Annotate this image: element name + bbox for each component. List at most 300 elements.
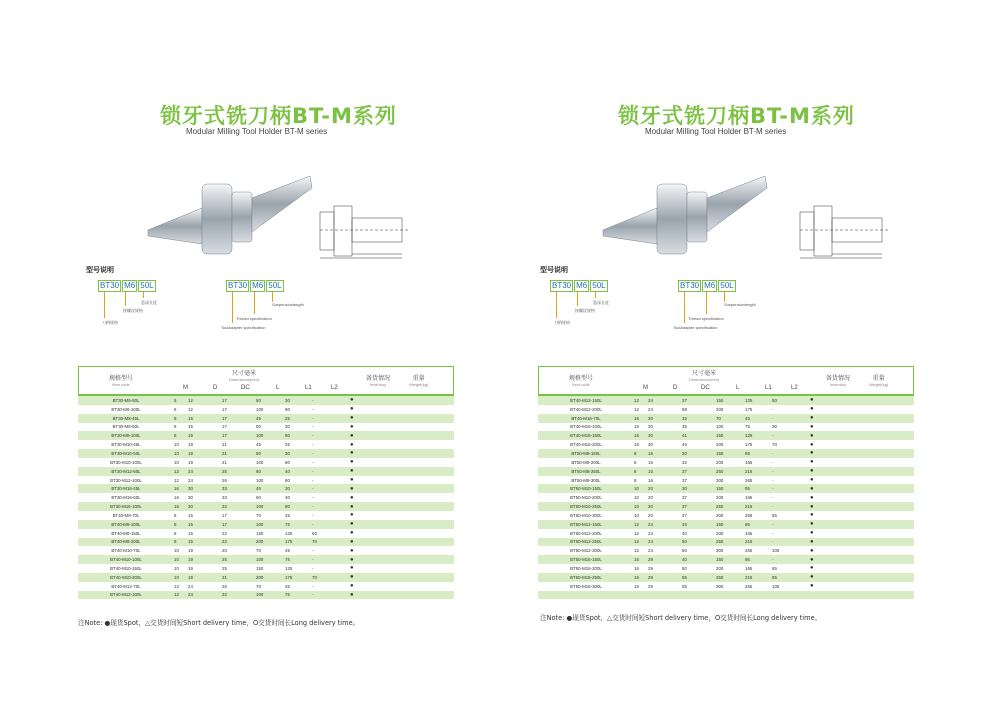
m-cell: 8	[174, 521, 177, 527]
l1-cell: 80	[285, 504, 290, 510]
table-row	[78, 467, 454, 476]
inventory-cell: ●	[350, 521, 354, 528]
table-row	[538, 467, 914, 476]
table-row	[78, 431, 454, 440]
item-code-cell: BT50-M10-250L	[570, 504, 602, 510]
l-cell: 150	[716, 397, 724, 403]
l-cell: 150	[716, 557, 724, 563]
item-code-cell: BT30-M10-50L	[111, 450, 141, 456]
item-code-cell: BT50-M16-150L	[570, 557, 602, 563]
item-code-cell: BT40-M16-70L	[571, 415, 601, 421]
l-cell: 200	[716, 530, 724, 536]
table-row	[78, 423, 454, 432]
inventory-cell: ●	[350, 530, 354, 537]
l1-cell: 75	[285, 592, 290, 598]
item-code-cell: BT40-M12-70L	[111, 583, 141, 589]
l2-cell: -	[312, 565, 314, 571]
table-row	[78, 564, 454, 573]
inventory-cell: ●	[350, 450, 354, 457]
l1-cell: 265	[745, 583, 753, 589]
table-row	[78, 502, 454, 511]
inventory-cell: ●	[810, 530, 814, 537]
page-title: 锁牙式铣刀柄BT-M系列	[618, 104, 855, 128]
table-row	[538, 538, 914, 547]
table-row	[538, 511, 914, 520]
d-cell: 15	[188, 415, 193, 421]
inventory-cell: ●	[350, 574, 354, 581]
header-l1: L1	[765, 385, 772, 391]
table-row	[78, 599, 454, 608]
table-row	[538, 423, 914, 432]
dc-cell: 55	[682, 583, 687, 589]
d-cell: 24	[648, 521, 653, 527]
m-cell: 8	[174, 539, 177, 545]
l-cell: 60	[256, 495, 261, 501]
l2-cell: -	[312, 521, 314, 527]
legend-label-cn: 刀柄规格	[102, 320, 118, 325]
item-code-cell: BT40-M8-150L	[111, 530, 141, 536]
l2-cell: 105	[772, 583, 780, 589]
l1-cell: 30	[285, 397, 290, 403]
item-code-cell: BT40-M8-200L	[111, 539, 141, 545]
d-cell: 20	[648, 495, 653, 501]
code-part: M6	[124, 281, 136, 290]
d-cell: 30	[648, 415, 653, 421]
item-code-cell: BT40-M10-70L	[111, 548, 141, 554]
inventory-cell: ●	[810, 441, 814, 448]
page-subtitle: Modular Milling Tool Holder BT-M series	[186, 127, 328, 136]
l-cell: 45	[256, 415, 261, 421]
l1-cell: 125	[745, 433, 753, 439]
l2-cell: -	[772, 459, 774, 465]
inventory-cell: ●	[350, 468, 354, 475]
l2-cell: -	[312, 548, 314, 554]
table-row	[538, 476, 914, 485]
l2-cell: -	[772, 539, 774, 545]
inventory-cell: ●	[810, 468, 814, 475]
header-l2: L2	[331, 385, 338, 391]
dc-cell: 25	[222, 557, 227, 563]
item-code-cell: BT30-M12-100L	[110, 477, 142, 483]
l1-cell: 175	[285, 574, 293, 580]
item-code-cell: BT30-M6-100L	[111, 406, 141, 412]
inventory-cell: ●	[810, 538, 814, 545]
legend-label-en: Suspensionlength	[724, 302, 756, 307]
d-cell: 24	[648, 539, 653, 545]
dc-cell: 25	[222, 565, 227, 571]
l-cell: 45	[256, 442, 261, 448]
l1-cell: 165	[745, 530, 753, 536]
dc-cell: 37	[682, 477, 687, 483]
inventory-cell: ●	[350, 583, 354, 590]
dc-cell: 21	[222, 459, 227, 465]
dc-cell: 26	[222, 583, 227, 589]
dc-cell: 37	[682, 495, 687, 501]
l-cell: 250	[716, 468, 724, 474]
item-code-cell: BT30-M8-50L	[112, 424, 140, 430]
table-row	[538, 396, 914, 405]
header-l2: L2	[791, 385, 798, 391]
table-row	[78, 414, 454, 423]
dc-cell: 30	[682, 486, 687, 492]
spec-table	[78, 366, 454, 608]
m-cell: 16	[634, 574, 639, 580]
l1-cell: 80	[285, 433, 290, 439]
dc-cell: 17	[222, 433, 227, 439]
l2-cell: -	[772, 450, 774, 456]
m-cell: 12	[634, 539, 639, 545]
m-cell: 10	[174, 548, 179, 554]
header-weight: 重量 Weight(kg)	[869, 376, 889, 387]
l2-cell: -	[312, 459, 314, 465]
table-row	[538, 582, 914, 591]
table-row	[538, 484, 914, 493]
table-row	[78, 573, 454, 582]
spec-table	[538, 366, 914, 599]
d-cell: 12	[188, 406, 193, 412]
code-part: 50L	[140, 281, 154, 290]
dc-cell: 17	[222, 415, 227, 421]
d-cell: 15	[188, 433, 193, 439]
m-cell: 10	[634, 495, 639, 501]
l1-cell: 265	[745, 512, 753, 518]
l2-cell: -	[312, 583, 314, 589]
legend-title: 型号说明	[540, 266, 568, 274]
table-row	[78, 582, 454, 591]
l-cell: 150	[716, 521, 724, 527]
tool-holder-illustration	[595, 168, 895, 268]
d-cell: 24	[188, 592, 193, 598]
l2-cell: -	[312, 406, 314, 412]
inventory-cell: ●	[810, 494, 814, 501]
l1-cell: 80	[285, 459, 290, 465]
l2-cell: -	[772, 486, 774, 492]
legend-label-cn: 悬深长度	[593, 300, 609, 305]
legend-label-en: Suspensionlength	[272, 302, 304, 307]
item-code-cell: BT30-M16-45L	[111, 486, 141, 492]
d-cell: 19	[188, 557, 193, 563]
table-row	[78, 449, 454, 458]
l-cell: 100	[256, 504, 264, 510]
dc-cell: 33	[222, 486, 227, 492]
footnote: 注Note: ●现货Spot，△交货时间短Short delivery time，O交货时间长Long delivery time。	[78, 619, 360, 627]
item-code-cell: BT40-M16-200L	[570, 442, 602, 448]
dc-cell: 26	[222, 477, 227, 483]
l-cell: 50	[256, 424, 261, 430]
item-code-cell: BT50-M10-300L	[570, 512, 602, 518]
l-cell: 70	[256, 548, 261, 554]
dc-cell: 32	[682, 415, 687, 421]
m-cell: 12	[174, 468, 179, 474]
legend-label-cn: 接螺纹规格	[575, 308, 595, 313]
header-dc: DC	[241, 385, 250, 391]
dc-cell: 37	[682, 512, 687, 518]
l1-cell: 125	[285, 565, 293, 571]
dc-cell: 55	[682, 574, 687, 580]
l2-cell: -	[772, 521, 774, 527]
dc-cell: 25	[222, 468, 227, 474]
l1-cell: 95	[745, 450, 750, 456]
l2-cell: -	[312, 450, 314, 456]
l-cell: 200	[256, 539, 264, 545]
m-cell: 12	[634, 397, 639, 403]
inventory-cell: ●	[350, 503, 354, 510]
table-row	[78, 396, 454, 405]
l1-cell: 75	[285, 557, 290, 563]
l-cell: 100	[256, 406, 264, 412]
item-code-cell: BT50-M8-250L	[571, 468, 601, 474]
m-cell: 12	[174, 477, 179, 483]
item-code-cell: BT40-M12-200L	[570, 406, 602, 412]
table-row	[538, 440, 914, 449]
dc-cell: 37	[682, 504, 687, 510]
table-row	[538, 502, 914, 511]
table-row	[538, 546, 914, 555]
m-cell: 8	[634, 468, 637, 474]
l2-cell: 85	[772, 574, 777, 580]
table-header	[538, 366, 914, 396]
table-row	[538, 458, 914, 467]
l1-cell: 95	[745, 557, 750, 563]
m-cell: 8	[174, 530, 177, 536]
dc-cell: 36	[682, 424, 687, 430]
l-cell: 150	[256, 565, 264, 571]
table-row	[538, 564, 914, 573]
item-code-cell: BT30-M5-50L	[112, 397, 140, 403]
inventory-cell: ●	[350, 494, 354, 501]
legend-connector	[684, 292, 685, 323]
footnote: 注Note: ●现货Spot，△交货时间短Short delivery time，O交货时间长Long delivery time。	[540, 614, 822, 622]
inventory-cell: ●	[350, 565, 354, 572]
legend-label-en: ToolAdapter specification	[673, 325, 718, 330]
d-cell: 20	[648, 504, 653, 510]
l2-cell: -	[312, 397, 314, 403]
header-weight: 重量 Weight(kg)	[409, 376, 429, 387]
code-part: BT30	[100, 281, 120, 290]
l1-cell: 175	[285, 539, 293, 545]
dc-cell: 33	[222, 495, 227, 501]
l-cell: 50	[256, 450, 261, 456]
item-code-cell: BT50-M12-300L	[570, 548, 602, 554]
l-cell: 70	[256, 583, 261, 589]
l2-cell: -	[312, 433, 314, 439]
d-cell: 16	[648, 450, 653, 456]
inventory-cell: ●	[350, 477, 354, 484]
code-example	[550, 280, 609, 292]
header-dims: 尺寸毫米 Dimensions(mm)	[229, 371, 260, 382]
l1-cell: 45	[745, 415, 750, 421]
inventory-cell: ●	[350, 547, 354, 554]
header-code: 规格型号 Item code	[569, 376, 594, 387]
item-code-cell: BT50-M12-250L	[570, 539, 602, 545]
l1-cell: 40	[285, 468, 290, 474]
item-code-cell: BT30-M10-100L	[110, 459, 142, 465]
m-cell: 16	[634, 415, 639, 421]
l1-cell: 95	[745, 486, 750, 492]
dc-cell: 30	[682, 450, 687, 456]
l2-cell: -	[772, 495, 774, 501]
item-code-cell: BT50-M16-300L	[570, 583, 602, 589]
m-cell: 12	[634, 521, 639, 527]
l1-cell: 165	[745, 495, 753, 501]
header-l: L	[736, 385, 740, 391]
table-header	[78, 366, 454, 396]
m-cell: 16	[634, 424, 639, 430]
dc-cell: 40	[682, 530, 687, 536]
inventory-cell: ●	[810, 459, 814, 466]
table-row	[538, 529, 914, 538]
header-dims: 尺寸毫米 Dimensions(mm)	[689, 371, 720, 382]
dc-cell: 50	[682, 548, 687, 554]
code-example-en	[678, 280, 737, 292]
inventory-cell: ●	[810, 556, 814, 563]
inventory-cell: ●	[350, 591, 354, 598]
d-cell: 20	[648, 486, 653, 492]
dc-cell: 37	[682, 468, 687, 474]
l2-cell: -	[772, 557, 774, 563]
inventory-cell: ●	[810, 512, 814, 519]
table-row	[78, 484, 454, 493]
d-cell: 19	[188, 565, 193, 571]
code-part: 50L	[268, 281, 282, 290]
l-cell: 200	[716, 495, 724, 501]
l-cell: 100	[256, 477, 264, 483]
page-title: 锁牙式铣刀柄BT-M系列	[160, 104, 397, 128]
legend-connector	[254, 292, 255, 314]
l-cell: 300	[716, 477, 724, 483]
d-cell: 29	[648, 574, 653, 580]
l-cell: 70	[256, 512, 261, 518]
code-part: BT30	[228, 281, 248, 290]
legend-connector	[104, 292, 105, 318]
inventory-cell: ●	[810, 477, 814, 484]
l2-cell: -	[312, 512, 314, 518]
d-cell: 15	[188, 539, 193, 545]
catalog-page-right	[500, 0, 1000, 707]
d-cell: 16	[648, 459, 653, 465]
m-cell: 8	[634, 450, 637, 456]
table-row	[78, 440, 454, 449]
d-cell: 30	[188, 504, 193, 510]
d-cell: 30	[188, 486, 193, 492]
table-row	[78, 546, 454, 555]
d-cell: 24	[188, 583, 193, 589]
dc-cell: 17	[222, 424, 227, 430]
l2-cell: -	[772, 406, 774, 412]
m-cell: 8	[174, 512, 177, 518]
tool-holder-illustration	[140, 168, 440, 268]
dc-cell: 17	[222, 512, 227, 518]
header-dc: DC	[701, 385, 710, 391]
item-code-cell: BT50-M12-200L	[570, 530, 602, 536]
l1-cell: 25	[285, 442, 290, 448]
d-cell: 16	[648, 477, 653, 483]
m-cell: 8	[174, 433, 177, 439]
code-part: BT30	[552, 281, 572, 290]
d-cell: 16	[648, 468, 653, 474]
d-cell: 30	[188, 495, 193, 501]
item-code-cell: BT30-M10-45L	[111, 442, 141, 448]
d-cell: 30	[648, 424, 653, 430]
l2-cell: -	[312, 504, 314, 510]
dc-cell: 37	[682, 397, 687, 403]
code-part: M6	[576, 281, 588, 290]
table-row	[78, 493, 454, 502]
legend-connector	[232, 292, 233, 323]
inventory-cell: ●	[350, 397, 354, 404]
table-row	[78, 476, 454, 485]
d-cell: 19	[188, 459, 193, 465]
l-cell: 100	[256, 592, 264, 598]
l1-cell: 80	[285, 477, 290, 483]
l1-cell: 75	[285, 521, 290, 527]
dc-cell: 22	[222, 539, 227, 545]
l-cell: 100	[256, 557, 264, 563]
dc-cell: 21	[222, 442, 227, 448]
code-example	[98, 280, 157, 292]
item-code-cell: BT50-M10-150L	[570, 486, 602, 492]
inventory-cell: ●	[350, 415, 354, 422]
table-row	[538, 573, 914, 582]
header-l1: L1	[305, 385, 312, 391]
l2-cell: -	[312, 592, 314, 598]
item-code-cell: BT40-M8-70L	[112, 512, 140, 518]
m-cell: 12	[174, 583, 179, 589]
inventory-cell: ●	[350, 432, 354, 439]
dc-cell: 46	[682, 442, 687, 448]
dc-cell: 50	[682, 539, 687, 545]
l1-cell: 215	[745, 539, 753, 545]
inventory-cell: ●	[810, 415, 814, 422]
l1-cell: 75	[745, 424, 750, 430]
header-m: M	[643, 385, 648, 391]
legend-connector	[595, 292, 596, 298]
inventory-cell: ●	[810, 406, 814, 413]
m-cell: 10	[634, 504, 639, 510]
item-code-cell: BT30-M16-100L	[110, 504, 142, 510]
m-cell: 10	[634, 486, 639, 492]
table-row	[538, 405, 914, 414]
header-inventory: 备货情况 Inventory	[366, 376, 391, 387]
d-cell: 24	[188, 477, 193, 483]
l-cell: 45	[256, 486, 261, 492]
item-code-cell: BT50-M16-250L	[570, 574, 602, 580]
table-row	[78, 458, 454, 467]
l1-cell: 175	[745, 442, 753, 448]
l-cell: 250	[716, 539, 724, 545]
l2-cell: 70	[312, 539, 317, 545]
m-cell: 10	[634, 512, 639, 518]
l2-cell: -	[312, 477, 314, 483]
legend-connector	[272, 292, 273, 302]
code-part: M6	[704, 281, 716, 290]
item-code-cell: BT40-M16-100L	[570, 424, 602, 430]
l-cell: 100	[716, 424, 724, 430]
l-cell: 100	[256, 433, 264, 439]
inventory-cell: ●	[810, 574, 814, 581]
table-body	[78, 396, 454, 608]
l2-cell: -	[312, 415, 314, 421]
l1-cell: 45	[285, 512, 290, 518]
legend-connector	[125, 292, 126, 306]
item-code-cell: BT40-M12-150L	[570, 397, 602, 403]
inventory-cell: ●	[810, 450, 814, 457]
table-body	[538, 396, 914, 599]
legend-connector	[556, 292, 557, 318]
header-inventory: 备货情况 Inventory	[826, 376, 851, 387]
item-code-cell: BT50-M10-200L	[570, 495, 602, 501]
inventory-cell: ●	[350, 512, 354, 519]
